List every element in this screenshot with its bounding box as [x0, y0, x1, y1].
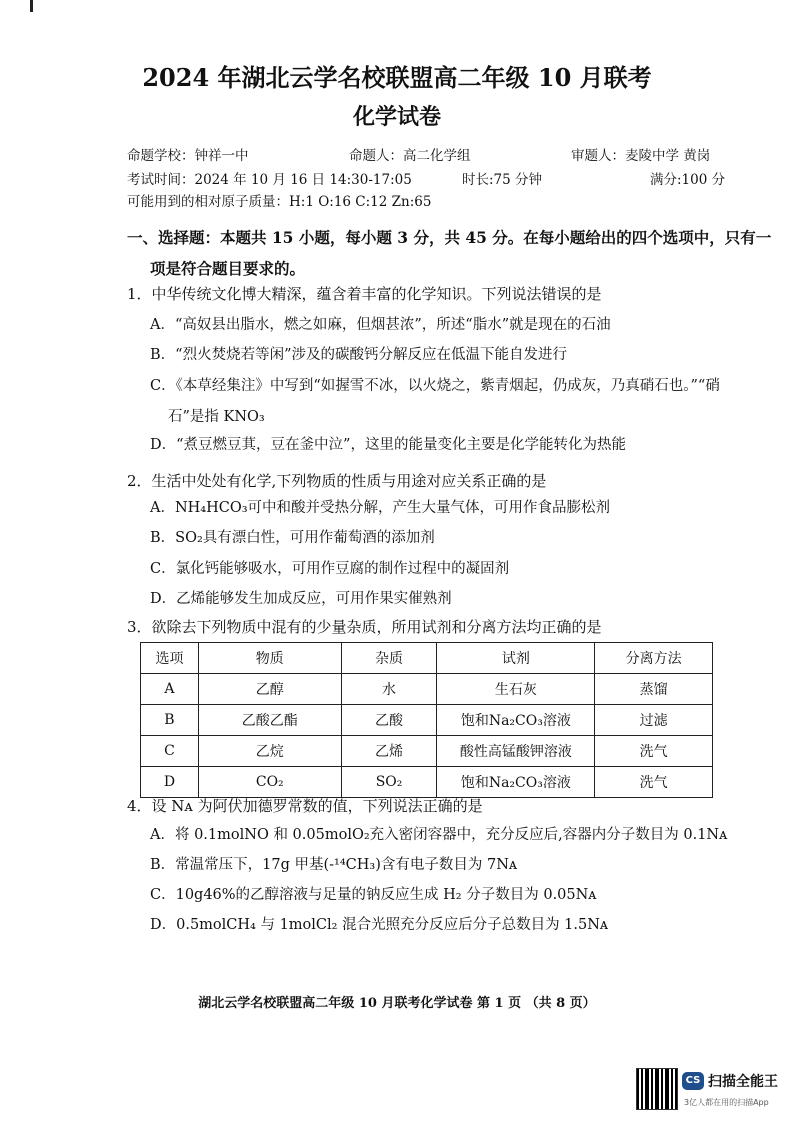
table-row	[141, 736, 713, 767]
q1-option-b: B．“烈火焚烧若等闲”涉及的碳酸钙分解反应在低温下能自发进行	[150, 347, 567, 363]
exam-time: 考试时间：2024 年 10 月 16 日 14:30-17:05	[127, 172, 412, 188]
scanner-app-name: 扫描全能王	[708, 1074, 778, 1090]
q2-option-c: C．氯化钙能够吸水，可用作豆腐的制作过程中的凝固剂	[150, 561, 510, 577]
q2-option-a: A．NH₄HCO₃可中和酸并受热分解，产生大量气体，可用作食品膨松剂	[150, 500, 611, 516]
exam-title: 2024 年湖北云学名校联盟高二年级 10 月联考	[142, 63, 652, 92]
full-score: 满分:100 分	[650, 172, 726, 188]
proposing-school: 命题学校：钟祥一中	[127, 148, 249, 164]
table-cell: 饱和Na₂CO₃溶液	[437, 705, 595, 736]
table-header-cell: 杂质	[341, 643, 437, 674]
q3-stem: 3．欲除去下列物质中混有的少量杂质，所用试剂和分离方法均正确的是	[127, 618, 602, 636]
table-header-cell: 物质	[198, 643, 341, 674]
table-cell: 乙烯	[341, 736, 437, 767]
q1-option-d: D．“煮豆燃豆萁，豆在釜中泣”，这里的能量变化主要是化学能转化为热能	[150, 437, 626, 453]
table-cell: 蒸馏	[595, 674, 713, 705]
q3-table	[140, 642, 713, 798]
scanner-app-tagline: 3亿人都在用的扫描App	[684, 1098, 769, 1107]
page-footer: 湖北云学名校联盟高二年级 10 月联考化学试卷 第 1 页 （共 8 页）	[198, 996, 596, 1011]
exam-subtitle: 化学试卷	[352, 104, 441, 130]
reviewer: 审题人：麦陵中学 黄岗	[571, 148, 711, 164]
page-edge-mark	[30, 0, 33, 12]
q1-option-a: A．“高奴县出脂水，燃之如麻，但烟甚浓”，所述“脂水”就是现在的石油	[150, 317, 611, 333]
table-cell: 乙烷	[198, 736, 341, 767]
table-row	[141, 767, 713, 798]
table-row	[141, 705, 713, 736]
q4-option-d: D．0.5molCH₄ 与 1molCl₂ 混合光照充分反应后分子总数目为 1.5Nᴀ	[150, 917, 609, 933]
camscanner-logo-icon: CS	[682, 1072, 704, 1090]
table-cell: SO₂	[341, 767, 437, 798]
proposer: 命题人：高二化学组	[349, 148, 471, 164]
table-cell: D	[141, 767, 199, 798]
table-cell: 洗气	[595, 736, 713, 767]
q4-stem: 4．设 Nᴀ 为阿伏加德罗常数的值，下列说法正确的是	[127, 797, 483, 815]
table-header-cell: 分离方法	[595, 643, 713, 674]
q4-option-a: A．将 0.1molNO 和 0.05molO₂充入密闭容器中，充分反应后,容器内分子数目为 0.1Nᴀ	[150, 827, 728, 843]
q4-option-b: B．常温常压下，17g 甲基(-¹⁴CH₃)含有电子数目为 7Nᴀ	[150, 857, 518, 873]
table-row	[141, 674, 713, 705]
table-cell: CO₂	[198, 767, 341, 798]
table-cell: 过滤	[595, 705, 713, 736]
table-cell: C	[141, 736, 199, 767]
table-cell: 水	[341, 674, 437, 705]
table-header-cell: 试剂	[437, 643, 595, 674]
table-cell: 乙醇	[198, 674, 341, 705]
exam-duration: 时长:75 分钟	[462, 172, 543, 188]
table-cell: 乙酸乙酯	[198, 705, 341, 736]
table-cell: B	[141, 705, 199, 736]
table-cell: 饱和Na₂CO₃溶液	[437, 767, 595, 798]
table-cell: 酸性高锰酸钾溶液	[437, 736, 595, 767]
table-cell: 洗气	[595, 767, 713, 798]
atomic-masses: 可能用到的相对原子质量：H:1 O:16 C:12 Zn:65	[127, 194, 432, 210]
table-cell: 乙酸	[341, 705, 437, 736]
table-cell: A	[141, 674, 199, 705]
q1-stem: 1．中华传统文化博大精深，蕴含着丰富的化学知识。下列说法错误的是	[127, 285, 602, 303]
qr-code-icon	[636, 1068, 678, 1110]
table-header-row	[141, 643, 713, 674]
q2-option-b: B．SO₂具有漂白性，可用作葡萄酒的添加剂	[150, 530, 435, 546]
section-instructions-line1: 一、选择题：本题共 15 小题，每小题 3 分，共 45 分。在每小题给出的四个选项中，只有一	[127, 228, 772, 247]
q1-option-c-line2: 石”是指 KNO₃	[168, 409, 265, 425]
q2-option-d: D．乙烯能够发生加成反应，可用作果实催熟剂	[150, 591, 452, 607]
section-instructions-line2: 项是符合题目要求的。	[150, 259, 306, 278]
q4-option-c: C．10g46%的乙醇溶液与足量的钠反应生成 H₂ 分子数目为 0.05Nᴀ	[150, 887, 597, 903]
q1-option-c-line1: C．《本草经集注》中写到“如握雪不冰，以火烧之，紫青烟起，仍成灰，乃真硝石也。”“硝	[150, 378, 720, 394]
table-cell: 生石灰	[437, 674, 595, 705]
table-header-cell: 选项	[141, 643, 199, 674]
q2-stem: 2．生活中处处有化学,下列物质的性质与用途对应关系正确的是	[127, 472, 547, 490]
